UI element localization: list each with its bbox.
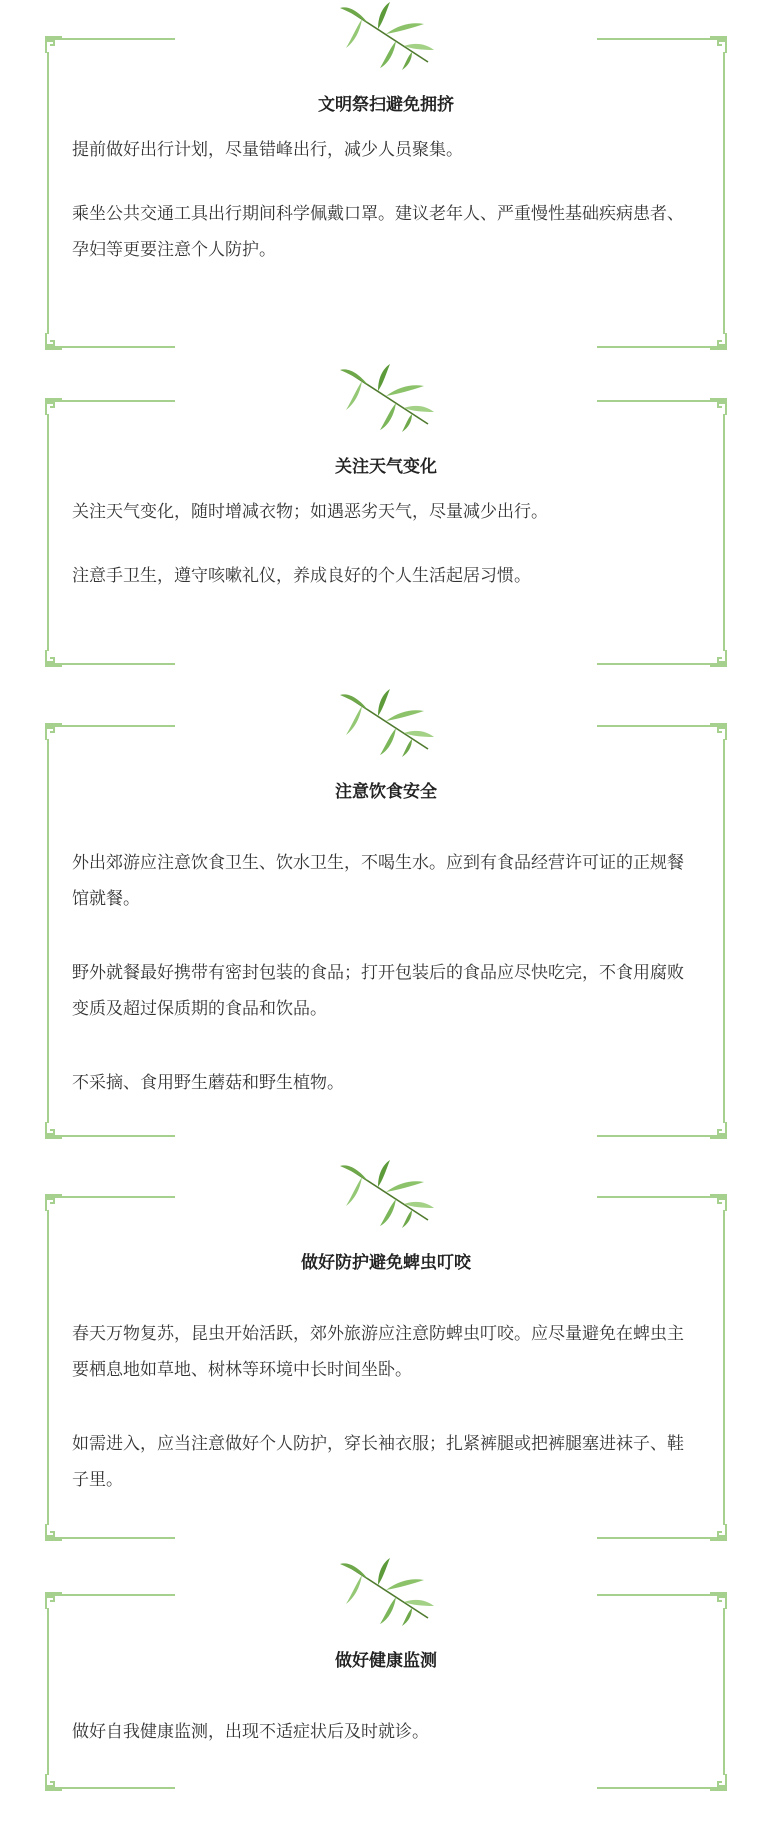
corner-ornament-icon xyxy=(45,1592,63,1610)
section-paragraph: 野外就餐最好携带有密封包装的食品；打开包装后的食品应尽快吃完，不食用腐败变质及超过保质期的食品和饮品。 xyxy=(72,963,684,1019)
section-paragraph: 外出郊游应注意饮食卫生、饮水卫生，不喝生水。应到有食品经营许可证的正规餐馆就餐。 xyxy=(72,853,684,909)
section-card xyxy=(47,1196,725,1539)
corner-ornament-icon xyxy=(709,1592,727,1610)
corner-ornament-icon xyxy=(45,398,63,416)
bamboo-leaf-icon xyxy=(338,1558,434,1626)
section-title: 做好健康监测 xyxy=(335,1651,437,1671)
bamboo-leaf-icon xyxy=(338,2,434,70)
corner-ornament-icon xyxy=(45,36,63,54)
corner-ornament-icon xyxy=(45,1121,63,1139)
corner-ornament-icon xyxy=(45,1523,63,1541)
section-card xyxy=(47,725,725,1137)
section-paragraph: 如需进入，应当注意做好个人防护，穿长袖衣服；扎紧裤腿或把裤腿塞进袜子、鞋子里。 xyxy=(72,1434,684,1490)
corner-ornament-icon xyxy=(709,1773,727,1791)
corner-ornament-icon xyxy=(709,332,727,350)
section-paragraph: 注意手卫生，遵守咳嗽礼仪，养成良好的个人生活起居习惯。 xyxy=(72,566,531,586)
section-title: 注意饮食安全 xyxy=(335,782,437,802)
corner-ornament-icon xyxy=(709,649,727,667)
bamboo-leaf-icon xyxy=(338,364,434,432)
corner-ornament-icon xyxy=(709,36,727,54)
section-paragraph: 乘坐公共交通工具出行期间科学佩戴口罩。建议老年人、严重慢性基础疾病患者、孕妇等更要注意个人防护。 xyxy=(72,204,684,260)
corner-ornament-icon xyxy=(45,649,63,667)
corner-ornament-icon xyxy=(45,1194,63,1212)
corner-ornament-icon xyxy=(45,723,63,741)
section-paragraph: 不采摘、食用野生蘑菇和野生植物。 xyxy=(72,1073,344,1093)
section-card xyxy=(47,38,725,348)
bamboo-leaf-icon xyxy=(338,1160,434,1228)
corner-ornament-icon xyxy=(709,723,727,741)
corner-ornament-icon xyxy=(45,1773,63,1791)
section-paragraph: 做好自我健康监测，出现不适症状后及时就诊。 xyxy=(72,1722,429,1742)
corner-ornament-icon xyxy=(709,398,727,416)
section-title: 文明祭扫避免拥挤 xyxy=(318,95,454,115)
section-paragraph: 春天万物复苏，昆虫开始活跃，郊外旅游应注意防蜱虫叮咬。应尽量避免在蜱虫主要栖息地如草地、树林等环境中长时间坐卧。 xyxy=(72,1324,684,1380)
section-paragraph: 提前做好出行计划，尽量错峰出行，减少人员聚集。 xyxy=(72,140,463,160)
corner-ornament-icon xyxy=(45,332,63,350)
corner-ornament-icon xyxy=(709,1523,727,1541)
corner-ornament-icon xyxy=(709,1194,727,1212)
section-card xyxy=(47,1594,725,1789)
bamboo-leaf-icon xyxy=(338,689,434,757)
corner-ornament-icon xyxy=(709,1121,727,1139)
section-paragraph: 关注天气变化，随时增减衣物；如遇恶劣天气，尽量减少出行。 xyxy=(72,502,548,522)
section-title: 关注天气变化 xyxy=(335,457,437,477)
section-card xyxy=(47,400,725,665)
section-title: 做好防护避免蜱虫叮咬 xyxy=(301,1253,471,1273)
